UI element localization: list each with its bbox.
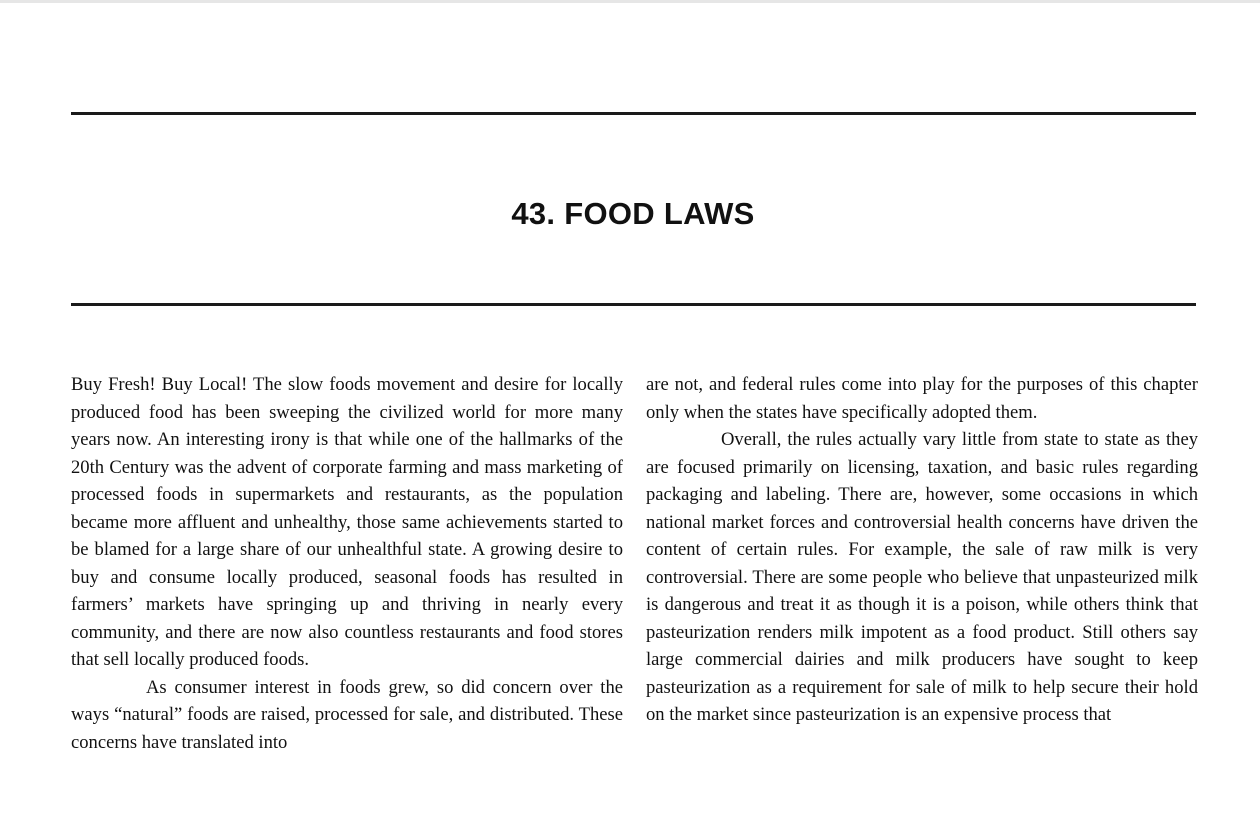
paragraph: Overall, the rules actually vary little from state to state as they are focused primarily on licensing, taxation, and basic rules regarding packaging and labeling. There are, however, some occasions in which national market forces and controversial health concerns have driven the content of certain rules. For example, the sale of raw milk is very controversial. There are some people who believe that unpasteurized milk is dangerous and treat it as though it is a poison, while others think that pasteurization renders milk impotent as a food product. Still others say large commercial dairies and milk producers have sought to keep pasteurization as a requirement for sale of milk to help secure their hold on the market since pasteurization is an expensive process that [646,429,1198,725]
text-column-right [646,371,1198,818]
chapter-title: 43. FOOD LAWS [511,196,755,231]
text-column-left [71,371,623,818]
paragraph: As consumer interest in foods grew, so did concern over the ways “natural” foods are raised, processed for sale, and distributed. These concerns have translated into [71,676,623,753]
paragraph: Buy Fresh! Buy Local! The slow foods movement and desire for locally produced food has been sweeping the civilized world for more many years now. An interesting irony is that while one of the hallmarks of the 20th Century was the advent of corporate farming and mass marketing of processed foods in supermarkets and restaurants, as the population became more affluent and unhealthy, those same achievements started to be blamed for a large share of our unhealthful state. A growing desire to buy and consume locally produced, seasonal foods has resulted in farmers’ markets have springing up and thriving in nearly every community, and there are now also countless restaurants and food stores that sell locally produced foods. [71,374,623,670]
title-rule-top [71,112,1196,115]
page-top-edge [0,0,1260,3]
paragraph: are not, and federal rules come into play for the purposes of this chapter only when the states have specifically adopted them. [646,374,1198,423]
title-rule-bottom [71,303,1196,306]
